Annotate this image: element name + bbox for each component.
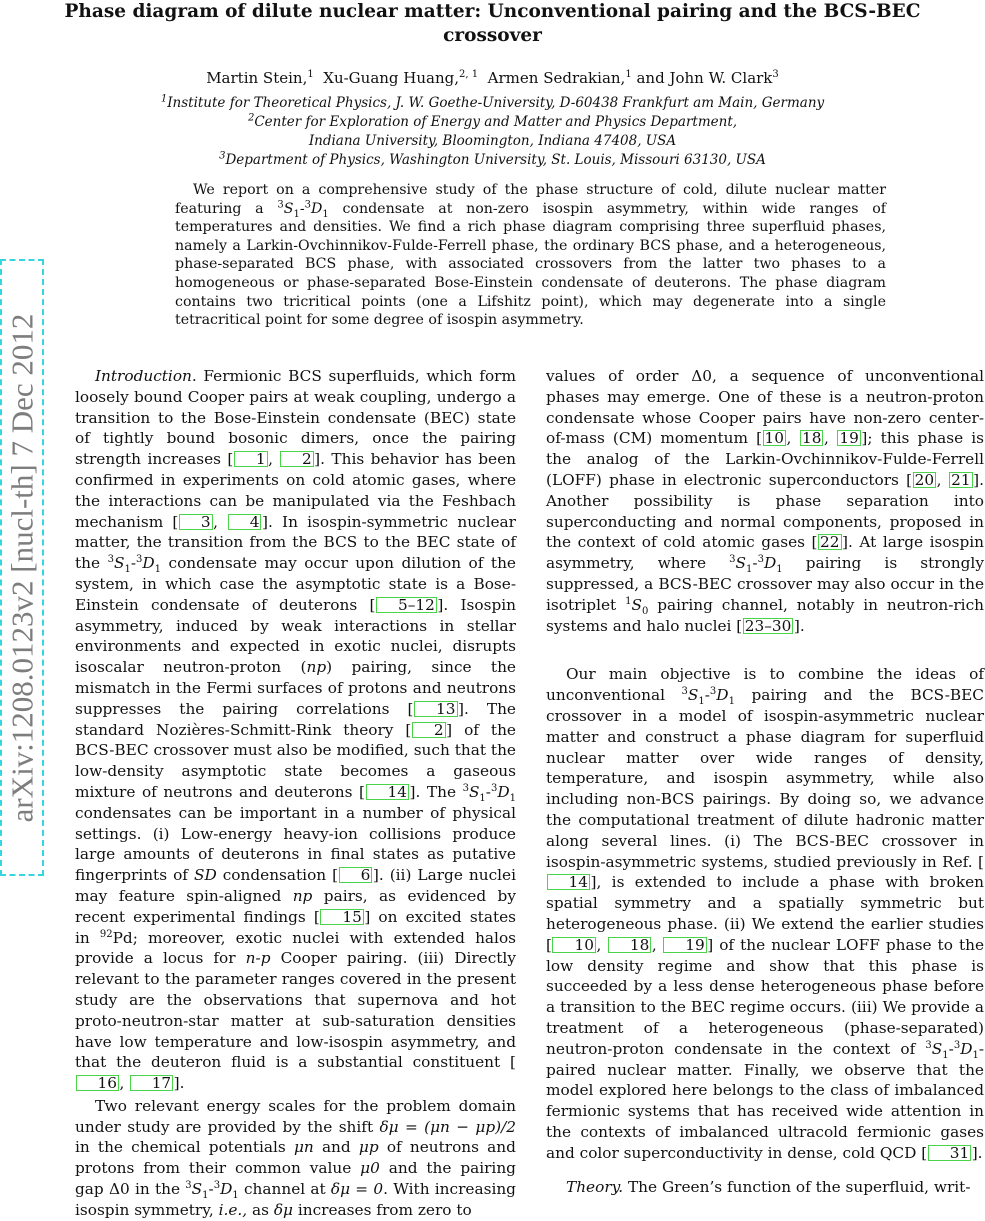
citation-link[interactable]: 23–30 xyxy=(744,616,792,635)
affiliation-number: 3 xyxy=(219,150,226,162)
author-affiliation-mark: 2, 1 xyxy=(459,69,479,80)
affiliation-text: Center for Exploration of Energy and Matter and Physics Department, xyxy=(254,114,738,130)
citation-link[interactable]: 20 xyxy=(914,470,935,489)
arxiv-stamp-text: arXiv:1208.0123v2 [nucl-th] 7 Dec 2012 xyxy=(4,313,39,822)
citation-link[interactable]: 18 xyxy=(608,937,651,953)
paper-title: Phase diagram of dilute nuclear matter: Unconventional pairing and the BCS-BEC crossover xyxy=(64,1,921,46)
author-affiliation-mark: 1 xyxy=(307,69,314,80)
affiliation xyxy=(90,113,895,132)
author-name: and John W. Clark xyxy=(636,69,773,87)
citation-link[interactable]: 17 xyxy=(130,1075,173,1091)
citation-link[interactable]: 14 xyxy=(366,784,409,800)
citation-link[interactable]: 19 xyxy=(663,937,706,953)
author-name: Xu-Guang Huang, xyxy=(323,69,460,87)
theory-section-start xyxy=(566,1177,985,1198)
abstract-text: We report on a comprehensive study of the phase structure of cold, dilute nuclear matter featuring a $^3S_1-^3D_1$ condensate at non-zero isospin asymmetry, within wide ranges of temperatures and densities. We find a rich phase diagram comprising three superfluid phases, namely a Larkin-Ovchinnikov-Fulde-Ferrell phase, the ordinary BCS phase, and a heterogeneous, phase-separated BCS phase, with associated crossovers from the latter two phases to a homogeneous or phase-separated Bose-Einstein condensate of deuterons. The phase diagram contains two tricritical points (one a Lifshitz point), which may degenerate into a single tetracritical point for some degree of isospin asymmetry. xyxy=(175,182,886,329)
section-label-theory: Theory. xyxy=(566,1178,624,1196)
affiliation-text: Indiana University, Bloomington, Indiana 47408, USA xyxy=(308,133,677,149)
affiliation-text: Institute for Theoretical Physics, J. W. Goethe-University, D-60438 Frankfurt am Main, Germany xyxy=(167,95,825,111)
abstract xyxy=(175,181,886,330)
arxiv-identifier-stamp xyxy=(0,259,44,876)
citation-link[interactable]: 6 xyxy=(339,867,373,883)
author-affiliation-mark: 1 xyxy=(625,69,632,80)
intro-paragraph: Introduction. Fermionic BCS superfluids, which form loosely bound Cooper pairs at weak coupling, undergo a transition to the Bose-Einstein condensate (BEC) state of tightly bound bosonic dimers, once the pairing strength increases [ 1 , 2 ]. This behavior has been confirmed in experiments on cold atomic gases, where the interactions can be manipulated via the Feshbach mechanism [ 3 , 4 ]. In isospin-symmetric nuclear matter, the transition from the BCS to the BEC state of the $^3S_1-^3D_1$ condensate may occur upon dilution of the system, in which case the asymptotic state is a Bose-Einstein condensate of deuterons [ 5–12 ]. Isospin asymmetry, induced by weak interactions in stellar environments and expected in exotic nuclei, disrupts isoscalar neutron-proton (np) pairing, since the mismatch in the Fermi surfaces of protons and neutrons suppresses the pairing correlations [ 13 ]. The standard Nozières-Schmitt-Rink theory [ 2 ] of the BCS-BEC crossover must also be modified, such that the low-density asymptotic state becomes a gaseous mixture of neutrons and deuterons [ 14 ]. The $^3S_1-^3D_1$ condensates can be important in a number of physical settings. (i) Low-energy heavy-ion collisions produce large amounts of deuterons in final states as putative fingerprints of SD condensation [ 6 ]. (ii) Large nuclei may feature spin-aligned np pairs, as evidenced by recent experimental findings [ 15 ] on excited states in $^{92}$Pd; moreover, exotic nuclei with extended halos provide a locus for n-p Cooper pairing. (iii) Directly relevant to the parameter ranges covered in the present study are the observations that supernova and hot proto-neutron-star matter at sub-saturation densities have low temperature and low-isospin asymmetry, and that the deuteron fluid is a substantial constituent [16 , 17 ]. xyxy=(75,367,517,1093)
citation-link[interactable]: 1 xyxy=(234,451,268,467)
affiliation-number: 2 xyxy=(247,112,255,124)
citation-link[interactable]: 13 xyxy=(414,701,457,717)
citation-link[interactable]: 31 xyxy=(928,1145,971,1161)
citation-link[interactable]: 18 xyxy=(801,429,822,448)
citation-link[interactable]: 15 xyxy=(320,909,363,925)
citation-link[interactable]: 19 xyxy=(839,429,859,448)
citation-link[interactable]: 10 xyxy=(764,429,785,448)
author-name: Martin Stein, xyxy=(206,69,308,87)
body-paragraph: values of order Δ0, a sequence of unconventional phases may emerge. One of these is a neutron-proton condensate whose Cooper pairs have non-zero center-of-mass (CM) momentum [ 10 , 18 , 19 ]; this phase is the analog of the Larkin-Ovchinnikov-Fulde-Ferrell (LOFF) phase in electronic superconductors [ 20 , 21 ]. Another possibility is phase separation into superconducting and normal components, proposed in the context of cold atomic gases [ 22 ]. At large isospin asymmetry, where $^3S_1-^3D_1$ pairing is strongly suppressed, a BCS-BEC crossover may also occur in the isotriplet $^1S_0$ pairing channel, notably in neutron-rich systems and halo nuclei [ 23–30 ]. xyxy=(546,367,984,635)
affiliation-list xyxy=(90,94,895,170)
theory-text: The Green’s function of the superfluid, writ- xyxy=(627,1178,971,1196)
affiliation-number: 1 xyxy=(160,93,168,105)
affiliation xyxy=(90,151,895,170)
citation-link[interactable]: 2 xyxy=(412,722,446,738)
citation-link[interactable]: 4 xyxy=(228,514,262,530)
citation-link[interactable]: 21 xyxy=(951,470,971,489)
affiliation xyxy=(90,94,895,113)
citation-link[interactable]: 3 xyxy=(179,514,213,530)
citation-link[interactable]: 2 xyxy=(280,451,314,467)
author-list xyxy=(0,68,985,88)
left-column xyxy=(75,366,516,1221)
right-column xyxy=(546,366,984,1163)
citation-link[interactable]: 22 xyxy=(820,533,840,552)
citation-link[interactable]: 5–12 xyxy=(376,597,437,613)
citation-link[interactable]: 16 xyxy=(76,1075,119,1091)
citation-link[interactable]: 10 xyxy=(552,937,595,953)
body-paragraph: Our main objective is to combine the ideas of unconventional $^3S_1-^3D_1$ pairing and the BCS-BEC crossover in a model of isospin-asymmetric nuclear matter and construct a phase diagram for superfluid nuclear matter over wide ranges of density, temperature, and isospin asymmetry, while also including non-BCS pairings. By doing so, we advance the computational treatment of dilute hadronic matter along several lines. (i) The BCS-BEC crossover in isospin-asymmetric systems, studied previously in Ref. [14 ], is extended to include a phase with broken spatial symmetry and a spatially symmetric but heterogeneous phase. (ii) We extend the earlier studies [ 10 , 18 , 19 ] of the nuclear LOFF phase to the low density regime and show that this phase is succeeded by a less dense heterogeneous phase before a transition to the BEC regime occurs. (iii) We provide a treatment of a heterogeneous (phase-separated) neutron-proton condensate in the context of $^3S_1-^3D_1$-paired nuclear matter. Finally, we observe that the model explored here belongs to the class of imbalanced fermionic systems that has received wide attention in the contexts of imbalanced ultracold fermionic gases and color superconductivity in dense, cold QCD [ 31 ]. xyxy=(546,665,985,1162)
author-name: Armen Sedrakian, xyxy=(487,69,626,87)
affiliation xyxy=(90,132,895,151)
author-affiliation-mark: 3 xyxy=(772,69,779,80)
citation-link[interactable]: 14 xyxy=(547,874,590,890)
affiliation-text: Department of Physics, Washington University, St. Louis, Missouri 63130, USA xyxy=(225,152,766,168)
section-label-introduction: Introduction. xyxy=(95,367,197,385)
intro-paragraph: Two relevant energy scales for the problem domain under study are provided by the shift δμ = (μn − μp)/2 in the chemical potentials μn and μp of neutrons and protons from their common value μ0 and the pairing gap Δ0 in the $^3S_1-^3D_1$ channel at δμ = 0. With increasing isospin symmetry, i.e., as δμ increases from zero to xyxy=(75,1096,516,1219)
